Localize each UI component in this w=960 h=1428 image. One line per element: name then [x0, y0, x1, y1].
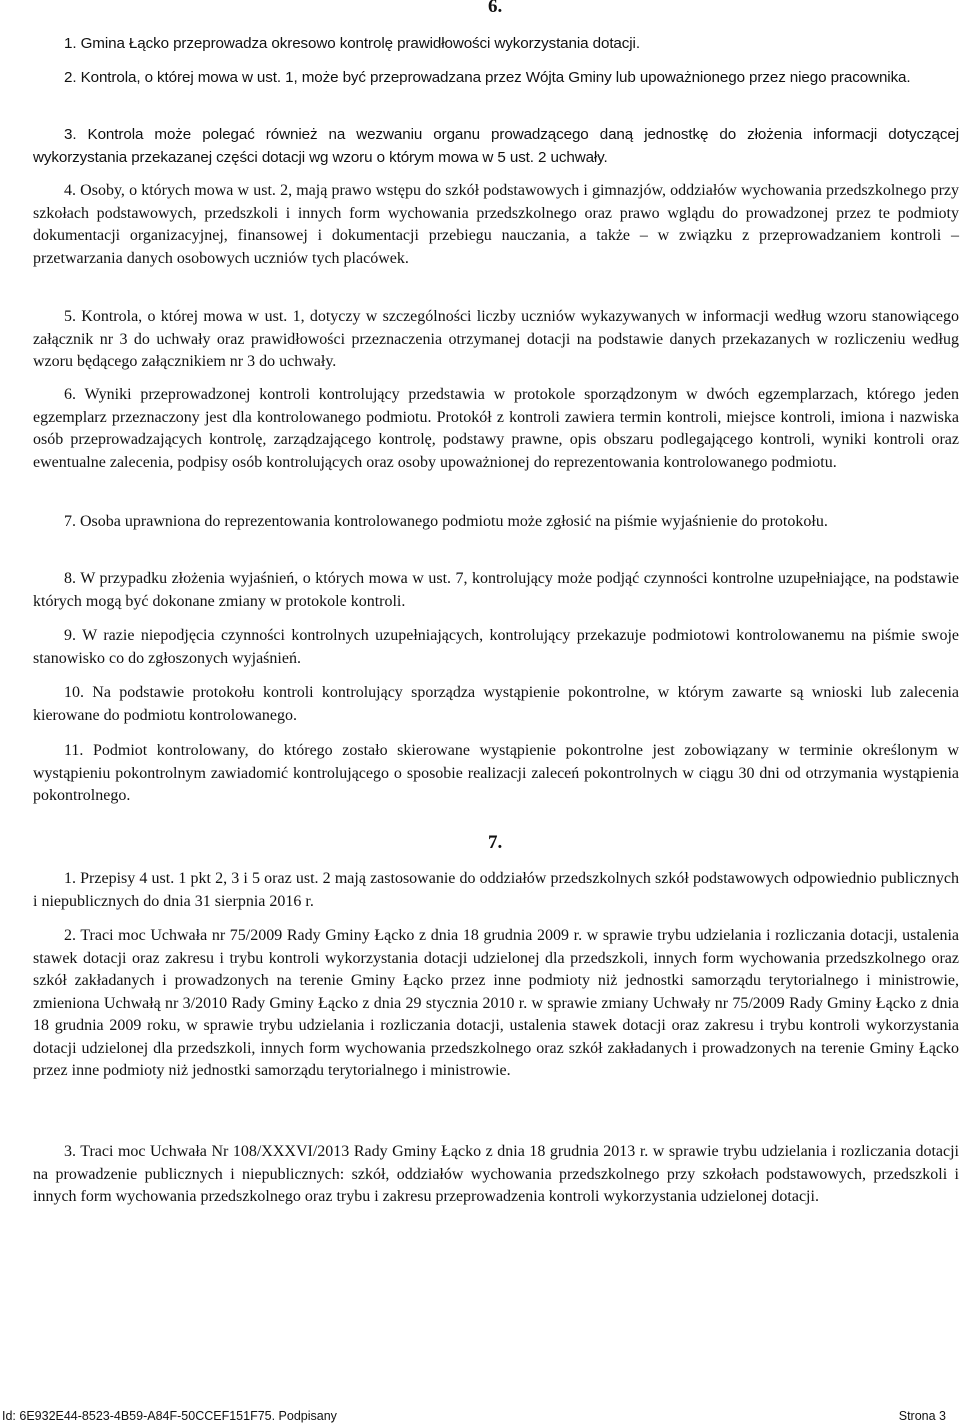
paragraph-6-10: 10. Na podstawie protokołu kontroli kontrolujący sporządza wystąpienie pokontrolne, w którym zawarte są wnioski lub zalecenia kierowane do podmiotu kontrolowanego.	[33, 684, 959, 724]
paragraph-7-1: 1. Przepisy 4 ust. 1 pkt 2, 3 i 5 oraz ust. 2 mają zastosowanie do oddziałów przedszkolnych szkół podstawowych odpowiednio publicznych i niepublicznych do dnia 31 sierpnia 2016 r.	[33, 870, 959, 910]
paragraph-7-3: 3. Traci moc Uchwała Nr 108/XXXVI/2013 Rady Gminy Łącko z dnia 18 grudnia 2013 r. w sprawie trybu udzielania i rozliczania dotacji na prowadzenie publicznych i niepublicznych: szkół, oddziałów wychowania przedszkolnego przy szkołach podstawowych, przedszkoli i innych form wychowania przedszkolnego oraz trybu i zakresu przeprowadzenia kontroli wykorzystania udzielonej dotacji.	[33, 1143, 959, 1205]
paragraph-7-2: 2. Traci moc Uchwała nr 75/2009 Rady Gminy Łącko z dnia 18 grudnia 2009 r. w sprawie trybu udzielania i rozliczania dotacji, ustalenia stawek dotacji oraz zakresu i trybu kontroli wykorzystania dotacji udzielonej dla przedszkoli, innych form wychowania przedszkolnego oraz szkół zakładanych i prowadzonych na terenie Gminy Łącko przez inne podmioty niż jednostki samorządu terytorialnego i ministrowie, zmieniona Uchwałą nr 3/2010 Rady Gminy Łącko z dnia 29 stycznia 2010 r. w sprawie zmiany Uchwały nr 75/2009 Rady Gminy Łącko z dnia 18 grudnia 2009 roku, w sprawie trybu udzielania i rozliczania dotacji, ustalenia stawek dotacji oraz zakresu i trybu kontroli wykorzystania dotacji udzielonej dla przedszkoli, innych form wychowania przedszkolnego oraz szkół zakładanych i prowadzonych na terenie Gminy Łącko przez inne podmioty niż jednostki samorządu terytorialnego i ministrowie.	[33, 927, 959, 1079]
document-id-text: Id: 6E932E44-8523-4B59-A84F-50CCEF151F75. Podpisany	[2, 1409, 337, 1423]
paragraph-6-5: 5. Kontrola, o której mowa w ust. 1, dotyczy w szczególności liczby uczniów wykazywanych w informacji według wzoru stanowiącego załącznik nr 3 do uchwały oraz prawidłowości przeznaczenia otrzymanej dotacji na podstawie danych przekazanych w rozliczeniu według wzoru będącego załącznikiem nr 3 do uchwały.	[33, 308, 959, 370]
section-heading-6: 6.	[488, 0, 503, 17]
paragraph-6-1: 1. Gmina Łącko przeprowadza okresowo kontrolę prawidłowości wykorzystania dotacji.	[64, 35, 640, 52]
paragraph-6-11: 11. Podmiot kontrolowany, do którego zostało skierowane wystąpienie pokontrolne jest zobowiązany w terminie określonym w wystąpieniu pokontrolnym zawiadomić kontrolującego o sposobie realizacji zaleceń pokontrolnych w ciągu 30 dni od otrzymania wystąpienia pokontrolnego.	[33, 742, 959, 804]
paragraph-6-3: 3. Kontrola może polegać również na wezwaniu organu prowadzącego daną jednostkę do złożenia informacji dotyczącej wykorzystania przekazanej części dotacji wg wzoru o którym mowa w 5 ust. 2 uchwały.	[33, 126, 959, 166]
paragraph-6-7: 7. Osoba uprawniona do reprezentowania kontrolowanego podmiotu może zgłosić na piśmie wyjaśnienie do protokołu.	[64, 513, 828, 530]
paragraph-6-8: 8. W przypadku złożenia wyjaśnień, o których mowa w ust. 7, kontrolujący może podjąć czynności kontrolne uzupełniające, na podstawie których mogą być dokonane zmiany w protokole kontroli.	[33, 570, 959, 610]
section-heading-7: 7.	[488, 832, 503, 853]
page-number: Strona 3	[898, 1409, 946, 1423]
paragraph-6-2: 2. Kontrola, o której mowa w ust. 1, może być przeprowadzana przez Wójta Gminy lub upoważnionego przez niego pracownika.	[64, 69, 911, 86]
paragraph-6-9: 9. W razie niepodjęcia czynności kontrolnych uzupełniających, kontrolujący przekazuje podmiotowi kontrolowanemu na piśmie swoje stanowisko co do zgłoszonych wyjaśnień.	[33, 627, 959, 667]
paragraph-6-4: 4. Osoby, o których mowa w ust. 2, mają prawo wstępu do szkół podstawowych i gimnazjów, oddziałów wychowania przedszkolnego przy szkołach podstawowych, przedszkoli i innych form wychowania przedszkolnego oraz prawo wglądu do prowadzonej przez te podmioty dokumentacji organizacyjnej, finansowej i dokumentacji przebiegu nauczania, a także – w związku z przeprowadzaniem kontroli – przetwarzania danych osobowych uczniów tych placówek.	[33, 182, 959, 267]
paragraph-6-6: 6. Wyniki przeprowadzonej kontroli kontrolujący przedstawia w protokole sporządzonym w dwóch egzemplarzach, którego jeden egzemplarz przeznaczony jest dla kontrolowanego podmiotu. Protokół z kontroli zawiera termin kontroli, miejsce kontroli, imiona i nazwiska osób przeprowadzających kontrolę, zarządzającego kontrolę, podstawy prawne, opis obszaru podlegającego kontroli, wyniki kontroli oraz ewentualne zalecenia, podpisy osób kontrolujących oraz osoby upoważnionej do reprezentowania kontrolowanego podmiotu.	[33, 386, 959, 471]
